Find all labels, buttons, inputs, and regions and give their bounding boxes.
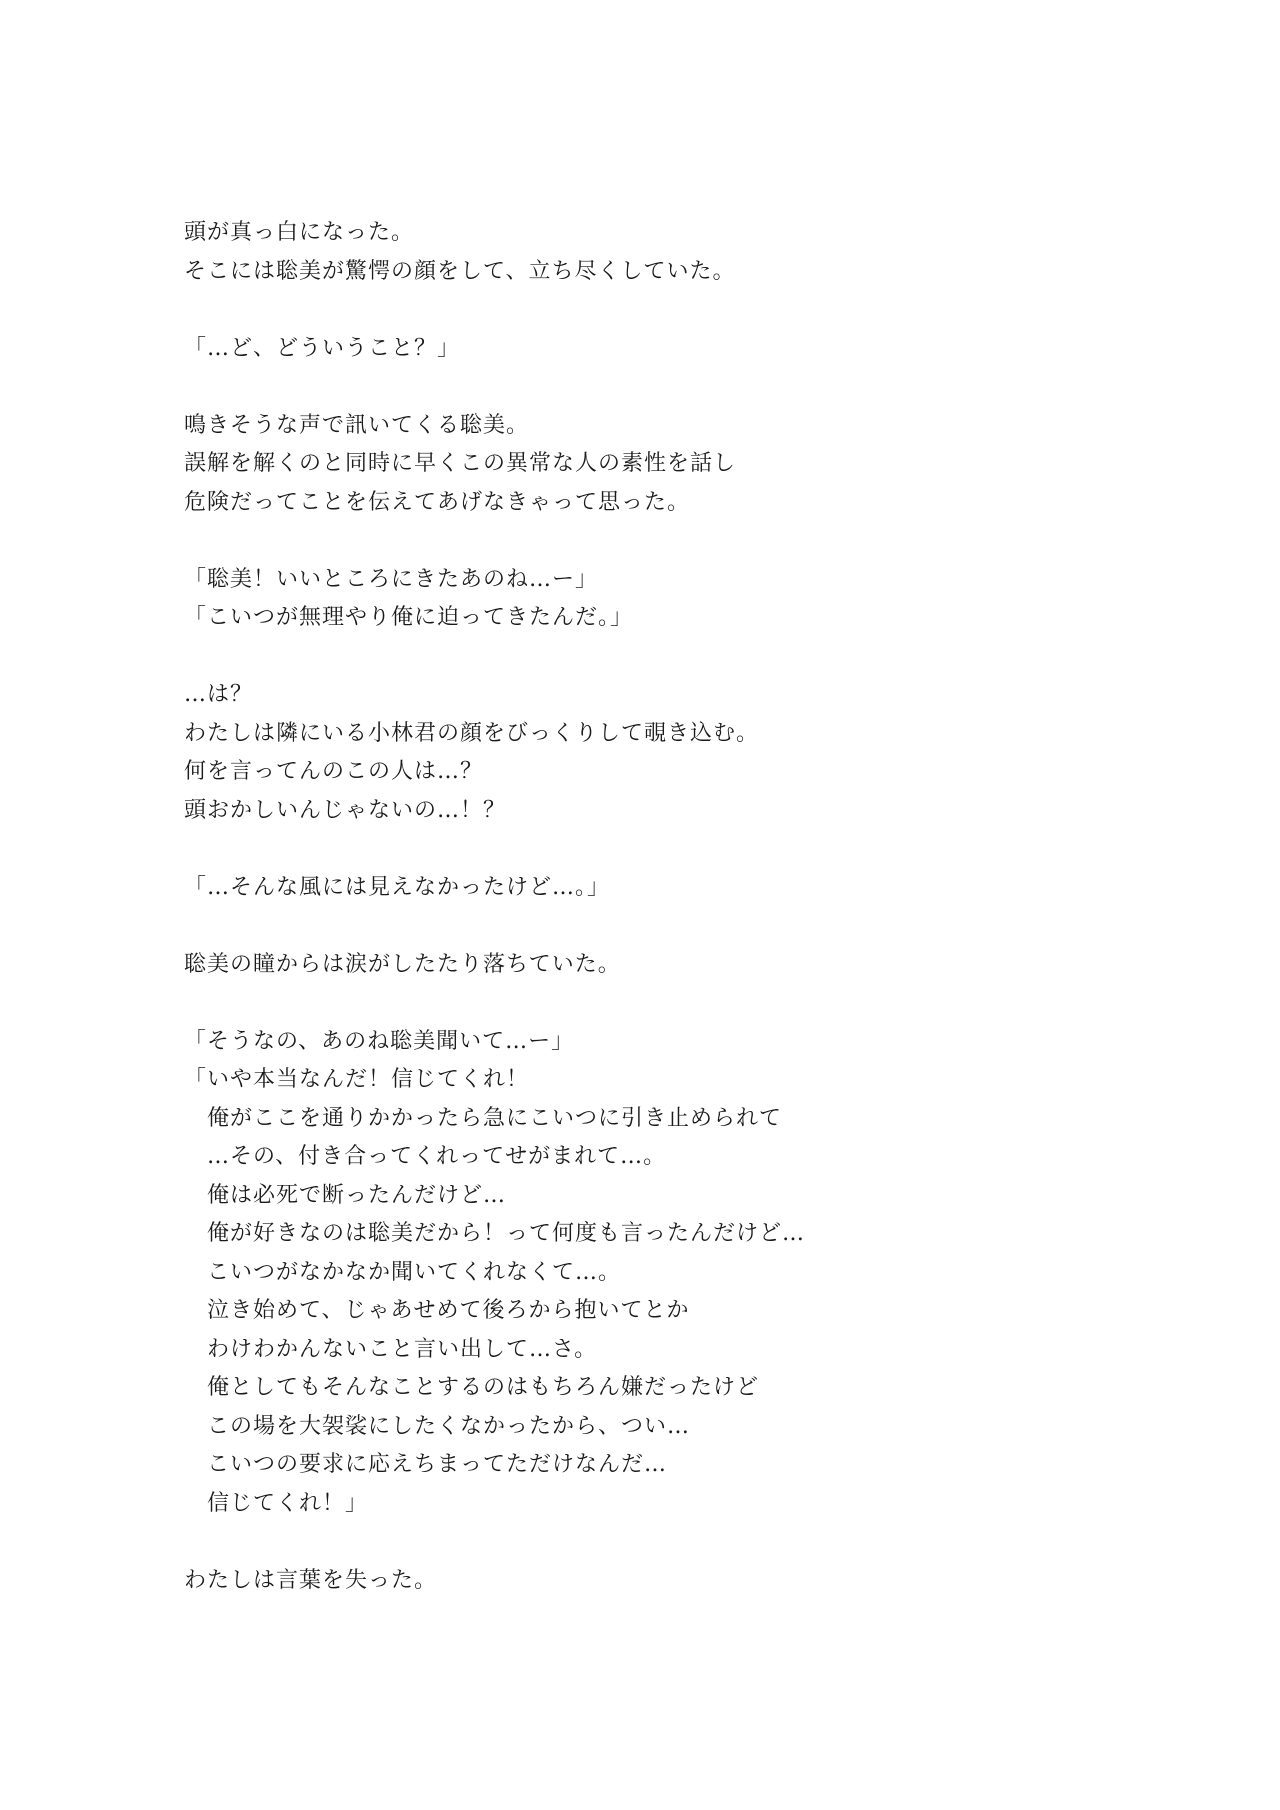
text-line: わたしは言葉を失った。 (184, 1567, 438, 1593)
text-line: 「…ど、どういうこと？」 (184, 335, 461, 361)
text-line: 誤解を解くのと同時に早くこの異常な人の素性を話し (184, 451, 737, 476)
text-line: わけわかんないこと言い出して…さ。 (184, 1336, 598, 1362)
text-line: …は？ (184, 682, 254, 707)
text-line: 信じてくれ！」 (184, 1490, 369, 1516)
text-line: 俺は必死で断ったんだけど… (184, 1182, 507, 1208)
text-line: 「こいつが無理やり俺に迫ってきたんだ。」 (184, 605, 634, 630)
text-line: 聡美の瞳からは涙がしたたり落ちていた。 (184, 951, 621, 977)
text-line: …その、付き合ってくれってせがまれて…。 (184, 1144, 667, 1169)
text-line: 何を言ってんのこの人は…？ (184, 759, 484, 784)
body-text (184, 214, 1144, 1600)
blank-line (184, 1523, 1144, 1562)
text-line: こいつの要求に応えちまってただけなんだ… (184, 1452, 668, 1477)
blank-line (184, 368, 1144, 407)
blank-line (184, 907, 1144, 946)
blank-line (184, 522, 1144, 561)
text-line: 頭が真っ白になった。 (184, 220, 415, 245)
text-line: 俺が好きなのは聡美だから！って何度も言ったんだけど… (184, 1221, 806, 1246)
text-line: 危険だってことを伝えてあげなきゃって思った。 (184, 489, 691, 515)
blank-line (184, 830, 1144, 869)
blank-line (184, 984, 1144, 1023)
text-line: この場を大袈裟にしたくなかったから、つい… (184, 1413, 691, 1439)
text-line: 「聡美！いいところにきたあのね…ー」 (184, 566, 599, 592)
text-line: 「…そんな風には見えなかったけど…。」 (184, 874, 611, 900)
blank-line (184, 291, 1144, 330)
text-line: 泣き始めて、じゃあせめて後ろから抱いてとか (184, 1298, 690, 1323)
blank-line (184, 638, 1144, 677)
text-line: 鳴きそうな声で訊いてくる聡美。 (184, 412, 530, 438)
text-line: こいつがなかなか聞いてくれなくて…。 (184, 1259, 622, 1285)
text-line: 俺がここを通りかかったら急にこいつに引き止められて (184, 1105, 783, 1131)
text-line: わたしは隣にいる小林君の顔をびっくりして覗き込む。 (184, 720, 760, 746)
text-line: 俺としてもそんなことするのはもちろん嫌だったけど (184, 1375, 760, 1400)
text-line: 「いや本当なんだ！信じてくれ！ (184, 1067, 530, 1092)
text-line: 頭おかしいんじゃないの…！？ (184, 797, 507, 823)
text-line: そこには聡美が驚愕の顔をして、立ち尽くしていた。 (184, 258, 736, 284)
text-line: 「そうなの、あのね聡美聞いて…ー」 (184, 1028, 575, 1054)
